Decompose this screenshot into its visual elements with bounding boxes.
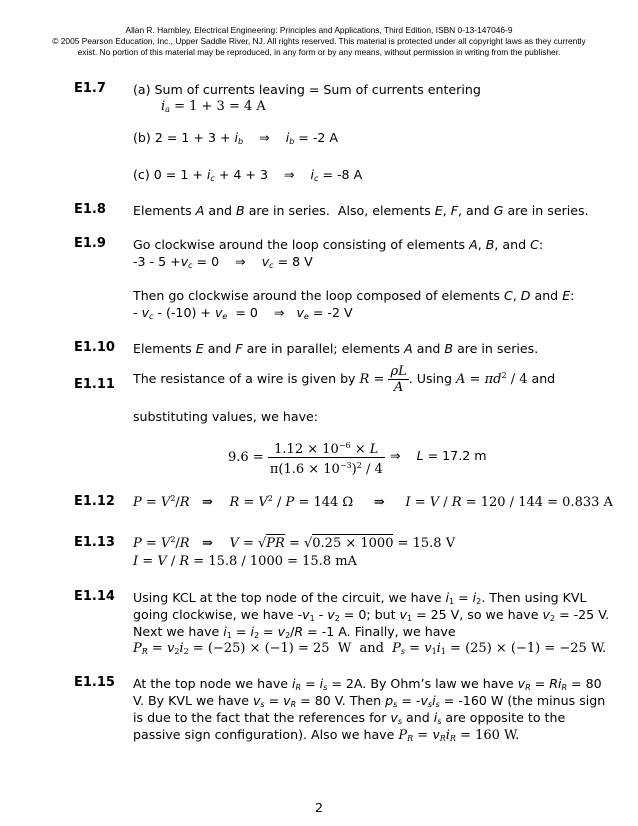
e1-11-line-1: The resistance of a wire is given by R = $\frac{\rho L}{A}$ . Using $A = \pi d^2 / 4$ and	[133, 364, 556, 395]
e1-9-line-2: $-3 - 5 +v_c = 0$ ⇒ $v_c = 8$ V	[133, 254, 313, 270]
e1-10-text: Elements E and F are in parallel; elements A and B are in series.	[133, 341, 539, 356]
e1-9-line-1: Go clockwise around the loop consisting of elements A, B, and C:	[133, 237, 544, 252]
e1-14-line-3: Next we have $i_1 = i_2 = v_2/R = -1$ A. Finally, we have	[133, 624, 456, 640]
e1-11-line-2: substituting values, we have:	[133, 409, 319, 424]
problem-label-e1-10: E1.10	[74, 340, 115, 355]
problem-label-e1-9: E1.9	[74, 236, 106, 251]
e1-11-answer: ⇒ L = 17.2 m	[390, 448, 487, 463]
e1-8-text: Elements A and B are in series. Also, elements E, F, and G are in series.	[133, 203, 589, 218]
e1-7-part-a: (a) Sum of currents leaving = Sum of currents entering	[133, 82, 481, 97]
page-number: 2	[314, 800, 323, 815]
problem-label-e1-14: E1.14	[74, 589, 115, 604]
problem-label-e1-13: E1.13	[74, 535, 115, 550]
e1-13-equation-1: $P = V^2/R$ ⇒ V = √PR = √0.25 × 1000 = 15.8 V	[133, 535, 456, 551]
e1-7-part-b: (b) $2 = 1 + 3 + i_b$ ⇒ $i_b = -2$ A	[133, 130, 339, 146]
header-line-2: © 2005 Pearson Education, Inc., Upper Saddle River, NJ. All rights reserved. This material is protected under all copyright laws as they currently	[52, 36, 586, 46]
e1-13-equation-2: I = V / R = 15.8 / 1000 = 15.8 mA	[133, 554, 357, 569]
e1-14-line-1: Using KCL at the top node of the circuit, we have $i_1 = i_2$. Then using KVL	[133, 590, 587, 606]
e1-7-part-a-eq: $i_a = 1 + 3 = 4$ A	[161, 99, 266, 114]
e1-9-line-3: Then go clockwise around the loop composed of elements C, D and E:	[133, 288, 575, 303]
e1-14-line-2: going clockwise, we have $-v_1 - v_2 = 0$; but $v_1 = 25$ V, so we have $v_2 = -25$ V.	[133, 607, 610, 623]
e1-11-equation: 9.6 = $\frac{1.12 \times 10^{-6} \times L}{\pi(1.6 \times 10^{-3})^2 / 4}$	[228, 438, 385, 477]
e1-7-part-c: (c) $0 = 1 + i_c + 4 + 3$ ⇒ $i_c = -8$ A	[133, 167, 363, 183]
e1-15-line-2: V. By KVL we have $v_s = v_R = 80$ V. Then $p_s = -v_si_s = -160$ W (the minus sign	[133, 693, 606, 709]
e1-14-line-4: $P_R = v_2i_2 = (-25) \times (-1) = 25$ W and $P_s = v_1i_1 = (25) \times (-1) = -25$ W.	[133, 641, 607, 656]
e1-12-equation: $P = V^2/R$ ⇒ $R = V^2 / P = 144$ Ω ⇒ I = V / R = 120 / 144 = 0.833 A	[133, 494, 613, 510]
header-line-3: exist. No portion of this material may be reproduced, in any form or by any means, without permission in writing from the publisher.	[77, 47, 561, 57]
problem-label-e1-11: E1.11	[74, 377, 115, 392]
problem-label-e1-8: E1.8	[74, 202, 106, 217]
e1-15-line-4: passive sign configuration). Also we have $P_R = v_Ri_R = 160$ W.	[133, 727, 520, 743]
e1-15-line-3: is due to the fact that the references for $v_s$ and $i_s$ are opposite to the	[133, 710, 566, 726]
header-line-1: Allan R. Hambley, Electrical Engineering: Principles and Applications, Third Edition, ISBN 0-13-147046-9	[125, 25, 513, 35]
e1-15-line-1: At the top node we have $i_R = i_s = 2A$. By Ohm’s law we have $v_R = Ri_R = 80$	[133, 676, 602, 692]
e1-9-line-4: - $v_c - (-10) + v_e = 0$ ⇒ $v_e = -2$ V	[133, 305, 353, 321]
problem-label-e1-7: E1.7	[74, 81, 106, 96]
problem-label-e1-12: E1.12	[74, 494, 115, 509]
problem-label-e1-15: E1.15	[74, 675, 115, 690]
